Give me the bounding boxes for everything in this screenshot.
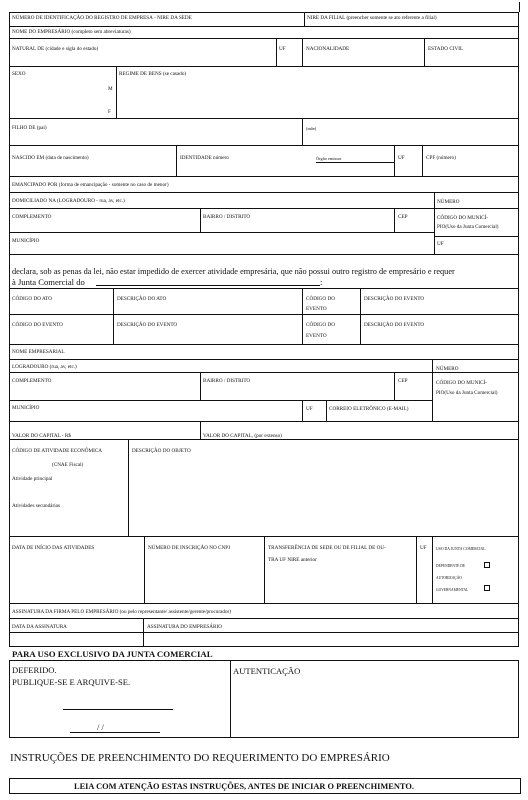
divider [304,12,305,26]
divider [394,145,395,176]
label-numero-empresa: NÚMERO [436,366,459,372]
divider [519,2,520,12]
label-uso-junta: USO DA JUNTA COMERCIAL [436,547,486,551]
divider [432,359,433,421]
label-descricao-objeto: DESCRIÇÃO DO OBJETO [132,448,191,454]
label-uf-transferencia: UF [420,545,427,551]
divider [9,176,519,177]
label-cod-municipio-empresa-2: PIO(Uso da Junta Comercial) [436,390,498,396]
divider [200,421,201,439]
label-uf-empresa: UF [306,406,313,412]
divider [9,421,519,422]
label-uf-municipio: UF [437,241,444,247]
divider [360,288,361,344]
junta-date-line [70,732,160,733]
label-orgao: Órgão emissor [316,156,342,161]
divider [9,38,519,39]
divider [276,38,277,66]
divider [144,536,145,603]
label-cpf: CPF (número) [426,155,456,161]
label-domiciliado: DOMICILIADO NA (LOGRADOURO - rua, av, etc.) [12,198,125,204]
label-atividades-secundarias: Atividades secundárias [12,503,60,509]
divider [434,192,435,254]
label-cod-evento-row2b: EVENTO [306,333,327,339]
label-cod-evento-a: CÓDIGO DO [306,296,335,302]
label-transferencia-1: TRANSFERÊNCIA DE SEDE OU DE FILIAL DE OU- [268,545,386,551]
label-desc-evento-row2c: DESCRIÇÃO DO EVENTO [364,322,425,328]
label-bairro: BAIRRO / DISTRITO [203,214,251,220]
label-autorizacao: AUTORIZAÇÃO [436,576,462,580]
label-cod-municipio-empresa: CÓDIGO DO MUNICÍ- [436,380,488,386]
label-cep-empresa: CEP [398,378,408,384]
label-uf-ident: UF [398,155,405,161]
label-mae: (mãe) [306,126,317,131]
divider [9,145,519,146]
label-sexo: SEXO [12,71,26,77]
label-estado-civil: ESTADO CIVIL [428,46,464,52]
junta-title: PARA USO EXCLUSIVO DA JUNTA COMERCIAL [12,649,213,659]
checkbox-dependente[interactable] [484,562,490,568]
label-desc-evento: DESCRIÇÃO DO EVENTO [364,296,425,302]
label-data-assinatura: DATA DA ASSINATURA [12,624,67,630]
divider [302,400,303,421]
divider [302,118,303,145]
label-cod-municipio-2: PIO(Uso da Junta Comercial) [437,224,499,230]
junta-signature-line [63,709,173,710]
label-sexo-f: F [108,109,111,115]
divider [316,162,394,163]
label-cod-ato: CÓDIGO DO ATO [12,296,52,302]
instrucoes-title: INSTRUÇÕES DE PREENCHIMENTO DO REQUERIMENTO DO EMPRESÁRIO [10,752,390,764]
label-municipio: MUNICÍPIO [12,238,40,244]
divider [9,288,519,289]
label-emancipado: EMANCIPADO POR (forma de emancipação - somente no caso de menor) [12,182,169,188]
divider [9,603,519,604]
junta-autenticacao: AUTENTICAÇÃO [233,666,301,676]
label-transferencia-2: TRA UF NIRE anterior [268,557,317,563]
divider [230,660,231,738]
label-desc-evento-row2: DESCRIÇÃO DO EVENTO [117,322,178,328]
label-data-inicio: DATA DE INÍCIO DAS ATIVIDADES [12,545,95,551]
divider [394,372,395,400]
divider [116,66,117,118]
label-logradouro: LOGRADOURO (rua, av, etc.) [12,364,77,370]
label-numero: NÚMERO [437,199,460,205]
label-complemento-empresa: COMPLEMENTO [12,378,52,384]
label-cep: CEP [398,214,408,220]
divider [9,439,519,440]
divider [9,372,519,373]
junta-date-slashes: / / [97,722,104,732]
label-cod-atividade: CÓDIGO DE ATIVIDADE ECONÔMICA [12,448,103,454]
label-cod-evento-row2a: CÓDIGO DO [306,322,335,328]
label-governamental: GOVERNAMENTAL [436,588,469,592]
label-nome-empresarial: NOME EMPRESARIAL [12,349,65,355]
declaration-line-2: à Junta Comercial do [12,277,85,287]
label-complemento: COMPLEMENTO [12,214,52,220]
divider [128,439,129,536]
divider [9,192,519,193]
divider [264,536,265,603]
divider [9,344,519,345]
divider [113,288,114,344]
label-assinatura-empresario: ASSINATURA DO EMPRESÁRIO [147,624,222,630]
divider [9,618,519,619]
label-natural: NATURAL DE (cidade e sigla do estado) [12,46,99,52]
label-desc-ato: DESCRIÇÃO DO ATO [117,296,167,302]
label-identidade: IDENTIDADE número [180,155,229,161]
label-cnpj: NÚMERO DE INSCRIÇÃO NO CNPJ [148,545,231,551]
label-valor-extenso: VALOR DO CAPITAL, (por extenso) [203,433,282,439]
divider [394,208,395,232]
divider [434,236,519,237]
label-email: CORREIO ELETRÔNICO (E-MAIL) [329,406,409,412]
label-nacionalidade: NACIONALIDADE [306,46,350,52]
divider [424,38,425,66]
divider [422,145,423,176]
label-valor-capital: VALOR DO CAPITAL - R$ [12,433,71,439]
label-cod-evento-b: EVENTO [306,306,327,312]
label-nire-sede: NÚMERO DE IDENTIFICAÇÃO DO REGISTRO DE EMPRESA - NIRE DA SEDE [12,15,192,21]
checkbox-governamental[interactable] [484,585,490,591]
divider [9,26,519,27]
divider [416,536,417,603]
junta-deferido: DEFERIDO. [12,665,57,675]
declaration-blank-line [96,285,320,286]
divider [9,66,519,67]
divider [9,359,519,360]
label-dependente: DEPENDENTE DE [436,564,466,568]
label-assinatura-firma: ASSINATURA DA FIRMA PELO EMPRESÁRIO (ou pelo representante/ assistente/gerente/procurador) [12,609,232,615]
label-nascido: NASCIDO EM (data de nascimento) [12,155,89,161]
label-nome-empresario: NOME DO EMPRESÁRIO (completo sem abreviaturas) [12,29,131,35]
divider [200,208,201,232]
label-municipio-empresa: MUNICÍPIO [12,405,40,411]
divider [9,232,434,233]
divider [9,208,519,209]
label-cnae: (CNAE Fiscal) [52,462,84,468]
divider [9,400,432,401]
divider [9,254,519,255]
instrucoes-leia: LEIA COM ATENÇÃO ESTAS INSTRUÇÕES, ANTES DE INICIAR O PREENCHIMENTO. [74,782,414,791]
label-sexo-m: M [108,86,113,92]
label-regime: REGIME DE BENS (se casado) [119,71,187,77]
label-bairro-empresa: BAIRRO / DISTRITO [203,378,251,384]
divider [176,145,177,176]
divider [200,372,201,400]
divider [302,38,303,66]
divider [302,288,303,344]
junta-publique: PUBLIQUE-SE E ARQUIVE-SE. [12,677,131,687]
label-cod-evento-row2: CÓDIGO DO EVENTO [12,322,63,328]
divider [326,400,327,421]
label-cod-municipio: CÓDIGO DO MUNICÍ- [437,215,489,221]
label-nire-filial: NIRE DA FILIAL (preencher somente se ato referente a filial) [307,15,437,21]
label-uf: UF [279,46,286,52]
label-atividade-principal: Atividade principal [12,476,53,482]
divider [9,118,519,119]
label-filho-de: FILHO DE (pai) [12,125,47,131]
declaration-line-1: declara, sob as penas da lei, não estar impedido de exercer atividade empresária, que não possui outro registro de empresário e requer [12,267,455,276]
divider [432,536,433,603]
divider [9,314,519,315]
divider [9,632,519,633]
declaration-colon: : [320,277,323,287]
